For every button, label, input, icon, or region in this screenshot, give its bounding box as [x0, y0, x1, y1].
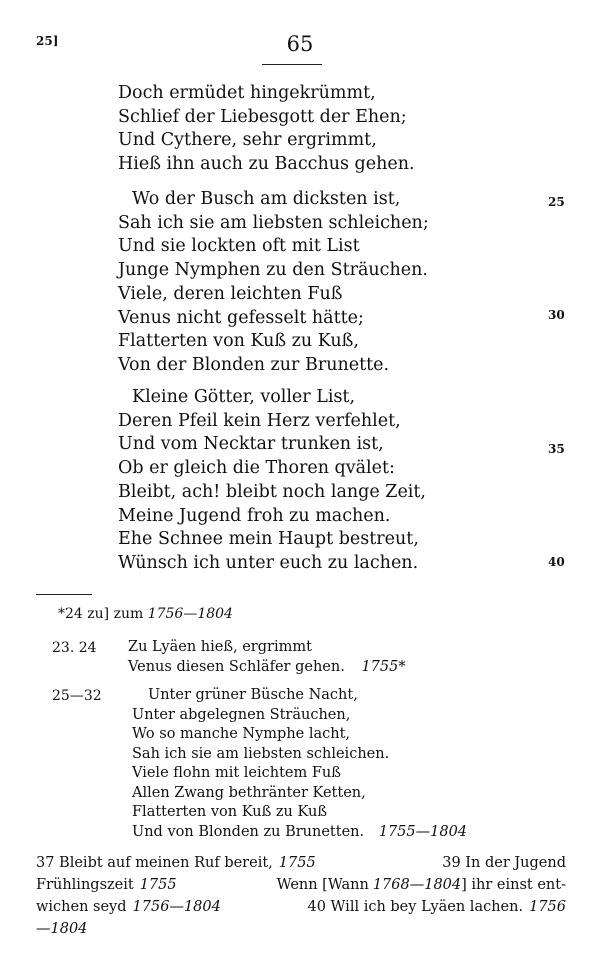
- variant-line: Und von Blonden zu Brunetten. 1755—1804: [132, 823, 468, 840]
- variant-line: Unter abgelegnen Sträuchen,: [132, 706, 351, 723]
- verse-line: Und Cythere, sehr ergrimmt,: [118, 130, 377, 151]
- verse-line: Von der Blonden zur Brunette.: [118, 354, 390, 375]
- variant-line: Wo so manche Nymphe lacht,: [132, 726, 351, 742]
- note-text: zum: [113, 606, 144, 622]
- note-line: 37 Bleibt auf meinen Ruf bereit, 1755 39 In der Jugend: [36, 855, 566, 871]
- variant-line: Sah ich sie am liebsten schleichen.: [132, 745, 390, 762]
- note-23-24-variant: [128, 638, 406, 677]
- page-number: 65: [286, 32, 314, 56]
- variant-line: Flatterten von Kuß zu Kuß: [132, 804, 328, 820]
- verse-line: Schlief der Liebesgott der Ehen;: [118, 106, 407, 127]
- verse-line: Doch ermüdet hingekrümmt,: [118, 83, 376, 103]
- verse-line: Wo der Busch am dicksten ist,: [132, 189, 401, 209]
- note-years: 1756—1804: [147, 606, 233, 622]
- variant-line: Venus diesen Schläfer gehen. 1755*: [128, 658, 406, 675]
- note-years: 1755—1804: [378, 823, 468, 840]
- variant-line: Unter grüner Büsche Nacht,: [148, 687, 358, 703]
- verse-line: Flatterten von Kuß zu Kuß,: [118, 331, 359, 352]
- line-number: 25: [548, 195, 565, 209]
- line-number: 30: [548, 308, 565, 322]
- verse-line: Kleine Götter, voller List,: [132, 387, 356, 407]
- note-years: 1755*: [361, 658, 406, 675]
- notes-rule: [36, 594, 92, 595]
- note-37-40: [36, 852, 566, 940]
- note-25-32-variant: [132, 686, 467, 842]
- verse-line: Venus nicht gefesselt hätte;: [118, 307, 364, 328]
- verse-line: Wünsch ich unter euch zu lachen.: [118, 552, 419, 573]
- note-line: Frühlingszeit 1755 Wenn [Wann 1768—1804 ] ihr einst ent-: [36, 877, 566, 893]
- note-line: —1804: [36, 921, 88, 937]
- note-24: [58, 606, 233, 622]
- stanza-2: [118, 188, 429, 378]
- verse-line: Hieß ihn auch zu Bacchus gehen.: [118, 154, 415, 175]
- signature-mark: 25]: [36, 34, 59, 48]
- stanza-3: [118, 386, 426, 576]
- verse-line: Und vom Necktar trunken ist,: [118, 434, 384, 455]
- header-rule: [262, 64, 322, 65]
- note-label: *24 zu]: [58, 606, 110, 622]
- verse-line: Sah ich sie am liebsten schleichen;: [118, 212, 429, 233]
- verse-line: Und sie lockten oft mit List: [118, 236, 360, 257]
- verse-line: Ob er gleich die Thoren qvälet:: [118, 458, 395, 479]
- verse-line: Bleibt, ach! bleibt noch lange Zeit,: [118, 481, 426, 502]
- line-number: 40: [548, 555, 565, 569]
- verse-line: Meine Jugend froh zu machen.: [118, 505, 391, 526]
- variant-line: Zu Lyäen hieß, ergrimmt: [128, 639, 312, 655]
- variant-line: Allen Zwang bethränter Ketten,: [132, 784, 366, 801]
- verse-line: Junge Nymphen zu den Sträuchen.: [118, 260, 428, 281]
- line-number: 35: [548, 442, 565, 456]
- verse-line: Ehe Schnee mein Haupt bestreut,: [118, 529, 419, 550]
- note-line: wichen seyd 1756—1804 40 Will ich bey Lyäen lachen. 1756: [36, 899, 566, 915]
- note-label-23-24: 23. 24: [52, 640, 97, 656]
- verse-line: Deren Pfeil kein Herz verfehlet,: [118, 410, 401, 431]
- note-label-25-32: 25—32: [52, 688, 102, 704]
- variant-line: Viele flohn mit leichtem Fuß: [132, 765, 341, 781]
- verse-line: Viele, deren leichten Fuß: [118, 283, 343, 304]
- stanza-1: [118, 82, 415, 177]
